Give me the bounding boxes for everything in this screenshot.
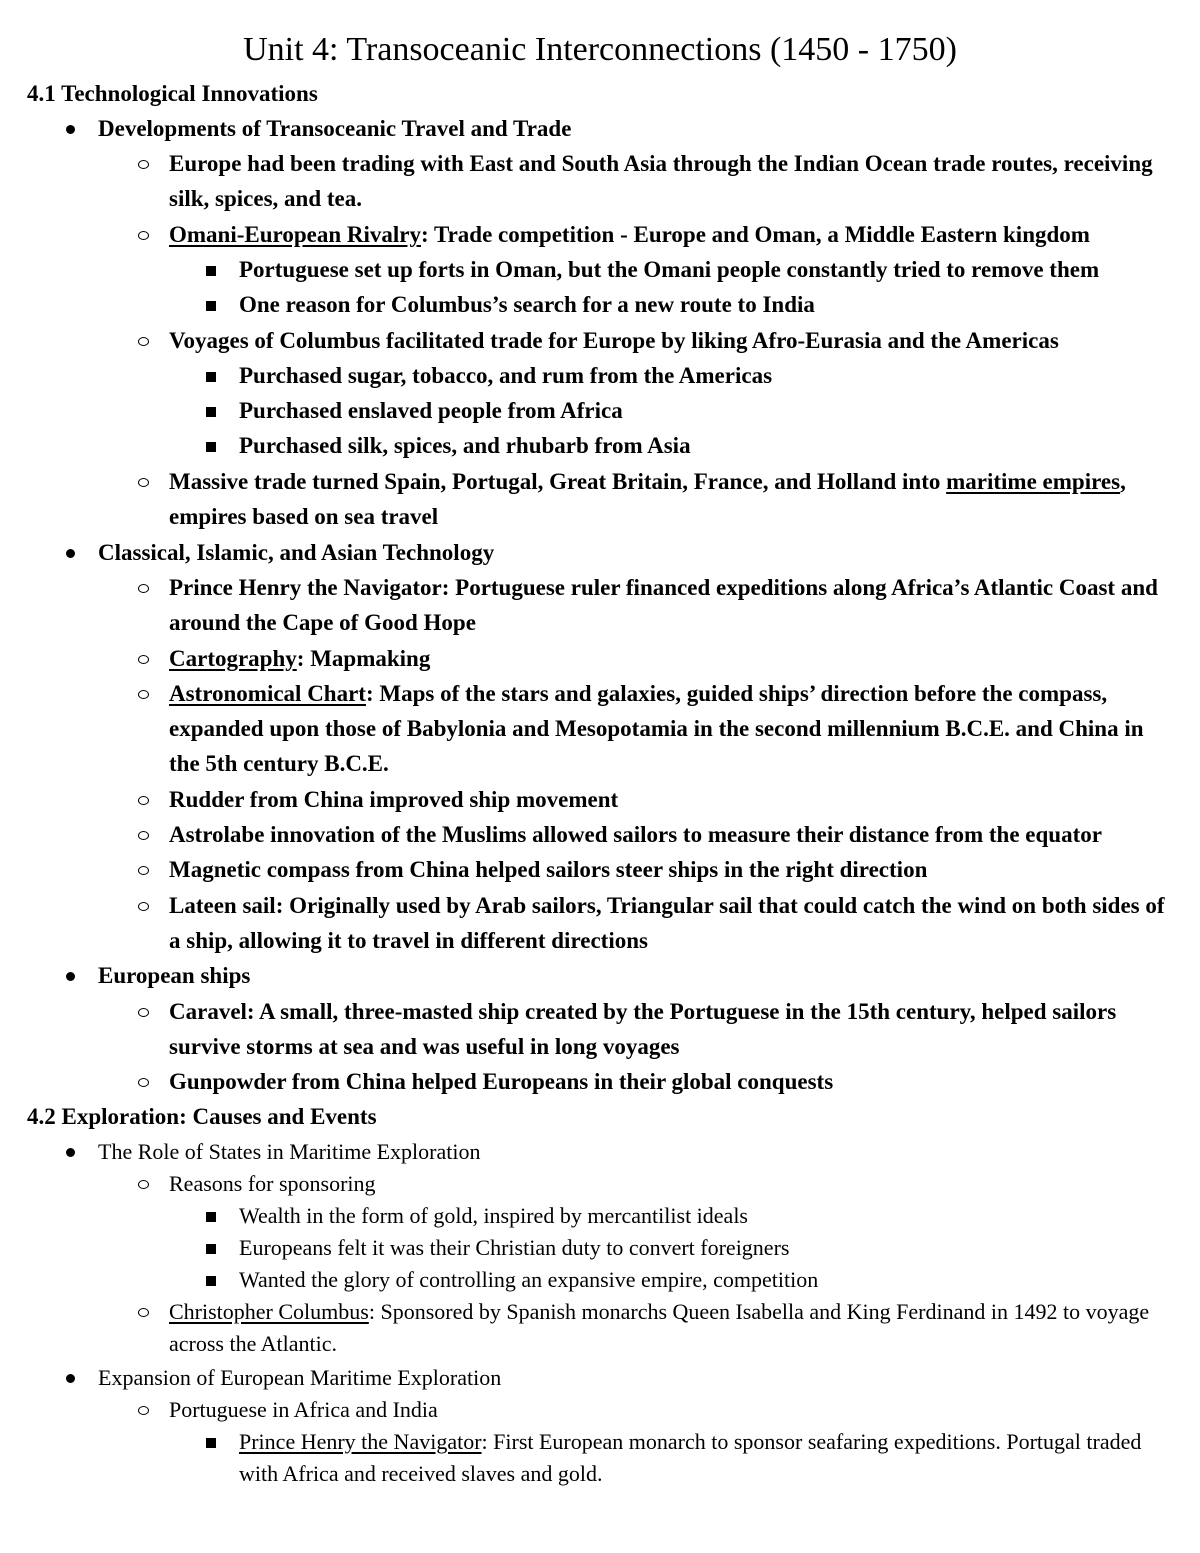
term-christopher-columbus: Christopher Columbus xyxy=(169,1299,369,1324)
bullet-disc-icon xyxy=(66,125,75,134)
bullet-ring-icon xyxy=(138,1180,149,1189)
bullet-square-icon xyxy=(206,266,216,276)
bullet-ring-icon xyxy=(138,796,149,805)
point-gunpowder: Gunpowder from China helped Europeans in their global conquests xyxy=(169,1069,834,1094)
subpoint-christian-duty: Europeans felt it was their Christian duty to convert foreigners xyxy=(239,1235,790,1260)
bullet-ring-icon xyxy=(138,1308,149,1317)
page-title: Unit 4: Transoceanic Interconnections (1450 - 1750) xyxy=(243,31,957,68)
subpoint-wealth: Wealth in the form of gold, inspired by mercantilist ideals xyxy=(239,1203,748,1228)
definition-text: : Mapmaking xyxy=(296,646,431,671)
bullet-square-icon xyxy=(206,1438,216,1448)
definition-text: : First European monarch to sponsor seafaring expeditions. Portugal traded with Africa and received slaves and gold. xyxy=(239,1429,1142,1486)
bullet-square-icon xyxy=(206,301,216,311)
bullet-square-icon xyxy=(206,372,216,382)
text-pre: Massive trade turned Spain, Portugal, Great Britain, France, and Holland into xyxy=(169,469,947,494)
point-caravel: Caravel: A small, three-masted ship created by the Portuguese in the 15th century, helped sailors survive storms at sea and was useful in long voyages xyxy=(169,999,1117,1060)
term-maritime-empires: maritime empires xyxy=(946,469,1121,494)
bullet-square-icon xyxy=(206,1212,216,1222)
bullet-ring-icon xyxy=(138,1078,149,1087)
topic-expansion: Expansion of European Maritime Exploration xyxy=(98,1365,502,1390)
bullet-square-icon xyxy=(206,407,216,417)
bullet-ring-icon xyxy=(138,831,149,840)
point-omani-rivalry xyxy=(169,217,1169,252)
topic-role-of-states: The Role of States in Maritime Exploration xyxy=(98,1139,481,1164)
point-indian-ocean-trade: Europe had been trading with East and South Asia through the Indian Ocean trade routes, receiving silk, spices, and tea. xyxy=(169,151,1153,212)
point-prince-henry: Prince Henry the Navigator: Portuguese ruler financed expeditions along Africa’s Atlantic Coast and around the Cape of Good Hope xyxy=(169,575,1158,636)
point-lateen-sail: Lateen sail: Originally used by Arab sailors, Triangular sail that could catch the wind on both sides of a ship, allowing it to travel in different directions xyxy=(169,893,1165,954)
term-cartography: Cartography xyxy=(169,646,297,671)
bullet-disc-icon xyxy=(66,1148,75,1157)
definition-text: : Maps of the stars and galaxies, guided ships’ direction before the compass, expanded upon those of Babylonia and Mesopotamia in the second millennium B.C.E. and China in the 5th century B.C.E. xyxy=(169,681,1144,777)
bullet-disc-icon xyxy=(66,1374,75,1383)
bullet-square-icon xyxy=(206,1276,216,1286)
bullet-ring-icon xyxy=(138,902,149,911)
subpoint-glory: Wanted the glory of controlling an expansive empire, competition xyxy=(239,1267,819,1292)
bullet-ring-icon xyxy=(138,1406,149,1415)
term-prince-henry: Prince Henry the Navigator xyxy=(239,1429,482,1454)
subpoint-portuguese-forts: Portuguese set up forts in Oman, but the Omani people constantly tried to remove them xyxy=(239,257,1100,282)
point-columbus-voyages: Voyages of Columbus facilitated trade for Europe by liking Afro-Eurasia and the Americas xyxy=(169,328,1059,353)
section-heading-4-1: 4.1 Technological Innovations xyxy=(27,81,318,106)
point-astrolabe: Astrolabe innovation of the Muslims allowed sailors to measure their distance from the equator xyxy=(169,822,1102,847)
term-omani-european-rivalry: Omani-European Rivalry xyxy=(169,222,421,247)
point-portuguese-africa-india: Portuguese in Africa and India xyxy=(169,1397,438,1422)
topic-technology: Classical, Islamic, and Asian Technology xyxy=(98,540,495,565)
subpoint-prince-henry xyxy=(239,1426,1169,1490)
point-reasons-sponsoring: Reasons for sponsoring xyxy=(169,1171,376,1196)
section-heading-4-2: 4.2 Exploration: Causes and Events xyxy=(27,1104,377,1129)
bullet-square-icon xyxy=(206,442,216,452)
subpoint-columbus-reason: One reason for Columbus’s search for a new route to India xyxy=(239,292,815,317)
subpoint-africa: Purchased enslaved people from Africa xyxy=(239,398,623,423)
bullet-ring-icon xyxy=(138,866,149,875)
bullet-disc-icon xyxy=(66,972,75,981)
subpoint-americas: Purchased sugar, tobacco, and rum from the Americas xyxy=(239,363,773,388)
bullet-ring-icon xyxy=(138,231,149,240)
bullet-ring-icon xyxy=(138,337,149,346)
term-astronomical-chart: Astronomical Chart xyxy=(169,681,366,706)
point-astronomical-chart xyxy=(169,676,1169,782)
bullet-ring-icon xyxy=(138,478,149,487)
text-post: , empires based on sea travel xyxy=(169,469,1126,530)
bullet-ring-icon xyxy=(138,655,149,664)
bullet-ring-icon xyxy=(138,690,149,699)
point-rudder: Rudder from China improved ship movement xyxy=(169,787,619,812)
subpoint-asia: Purchased silk, spices, and rhubarb from Asia xyxy=(239,433,691,458)
definition-text: : Sponsored by Spanish monarchs Queen Isabella and King Ferdinand in 1492 to voyage across the Atlantic. xyxy=(169,1299,1150,1356)
bullet-ring-icon xyxy=(138,160,149,169)
bullet-square-icon xyxy=(206,1244,216,1254)
bullet-ring-icon xyxy=(138,1008,149,1017)
definition-text: : Trade competition - Europe and Oman, a Middle Eastern kingdom xyxy=(420,222,1090,247)
point-magnetic-compass: Magnetic compass from China helped sailors steer ships in the right direction xyxy=(169,857,928,882)
point-cartography xyxy=(169,641,1169,676)
topic-developments: Developments of Transoceanic Travel and Trade xyxy=(98,116,572,141)
bullet-disc-icon xyxy=(66,549,75,558)
topic-european-ships: European ships xyxy=(98,963,251,988)
point-maritime-empires xyxy=(169,464,1169,534)
bullet-ring-icon xyxy=(138,584,149,593)
point-christopher-columbus xyxy=(169,1296,1169,1360)
